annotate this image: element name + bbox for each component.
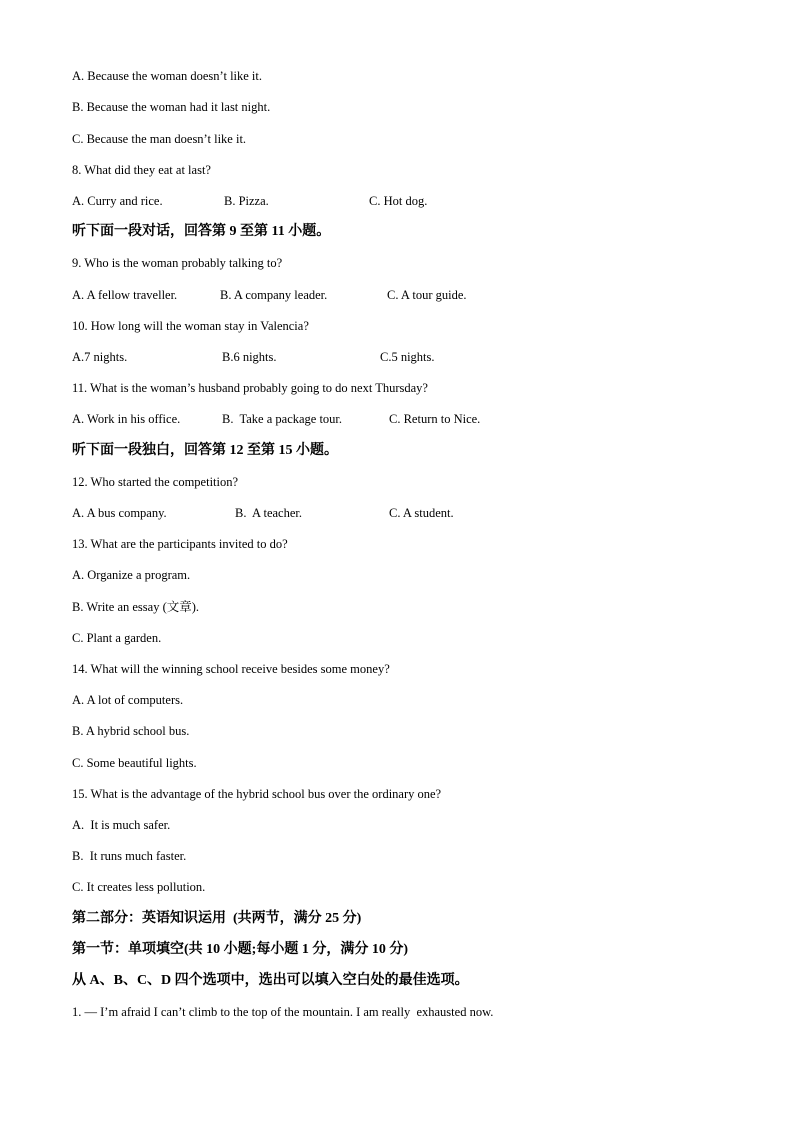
question-14: 14. What will the winning school receive besides some money? [72, 662, 390, 676]
q10-option-c: C.5 nights. [380, 350, 435, 364]
instruction-heading: 从 A、B、C、D 四个选项中，选出可以填入空白处的最佳选项。 [72, 973, 469, 988]
question-15: 15. What is the advantage of the hybrid school bus over the ordinary one? [72, 787, 442, 801]
q9-option-c: C. A tour guide. [387, 288, 467, 302]
part-two-heading: 第二部分：英语知识运用 (共两节，满分 25 分) [72, 911, 362, 926]
q15-option-c: C. It creates less pollution. [72, 880, 206, 894]
question-9: 9. Who is the woman probably talking to? [72, 256, 283, 270]
q7-option-a: A. Because the woman doesn’t like it. [72, 69, 263, 83]
q11-option-c: C. Return to Nice. [389, 412, 481, 426]
section-heading-9-11: 听下面一段对话，回答第 9 至第 11 小题。 [72, 224, 331, 239]
q13-option-b: B. Write an essay (文章). [72, 600, 200, 614]
question-10: 10. How long will the woman stay in Valencia? [72, 319, 309, 333]
q14-option-b: B. A hybrid school bus. [72, 724, 190, 738]
q8-option-a: A. Curry and rice. [72, 194, 163, 208]
section-heading-12-15: 听下面一段独白，回答第 12 至第 15 小题。 [72, 443, 338, 458]
q15-option-a: A. It is much safer. [72, 818, 171, 832]
question-11: 11. What is the woman’s husband probably going to do next Thursday? [72, 381, 428, 395]
q14-option-a: A. A lot of computers. [72, 693, 184, 707]
q14-option-c: C. Some beautiful lights. [72, 756, 197, 770]
q12-option-b: B. A teacher. [235, 506, 302, 520]
q12-option-a: A. A bus company. [72, 506, 167, 520]
question-8: 8. What did they eat at last? [72, 163, 211, 177]
single-choice-question-1: 1. — I’m afraid I can’t climb to the top of the mountain. I am really exhausted now. [72, 1005, 494, 1019]
q8-option-b: B. Pizza. [224, 194, 269, 208]
q9-option-a: A. A fellow traveller. [72, 288, 178, 302]
q10-option-b: B.6 nights. [222, 350, 277, 364]
question-13: 13. What are the participants invited to do? [72, 537, 288, 551]
q7-option-b: B. Because the woman had it last night. [72, 100, 271, 114]
q9-option-b: B. A company leader. [220, 288, 328, 302]
q11-option-a: A. Work in his office. [72, 412, 181, 426]
q7-option-c: C. Because the man doesn’t like it. [72, 132, 247, 146]
q11-option-b: B. Take a package tour. [222, 412, 343, 426]
q8-option-c: C. Hot dog. [369, 194, 428, 208]
question-12: 12. Who started the competition? [72, 475, 239, 489]
q10-option-a: A.7 nights. [72, 350, 128, 364]
section-one-heading: 第一节：单项填空(共 10 小题;每小题 1 分，满分 10 分) [72, 942, 408, 957]
q12-option-c: C. A student. [389, 506, 454, 520]
q15-option-b: B. It runs much faster. [72, 849, 187, 863]
q13-option-c: C. Plant a garden. [72, 631, 162, 645]
q13-option-a: A. Organize a program. [72, 568, 191, 582]
